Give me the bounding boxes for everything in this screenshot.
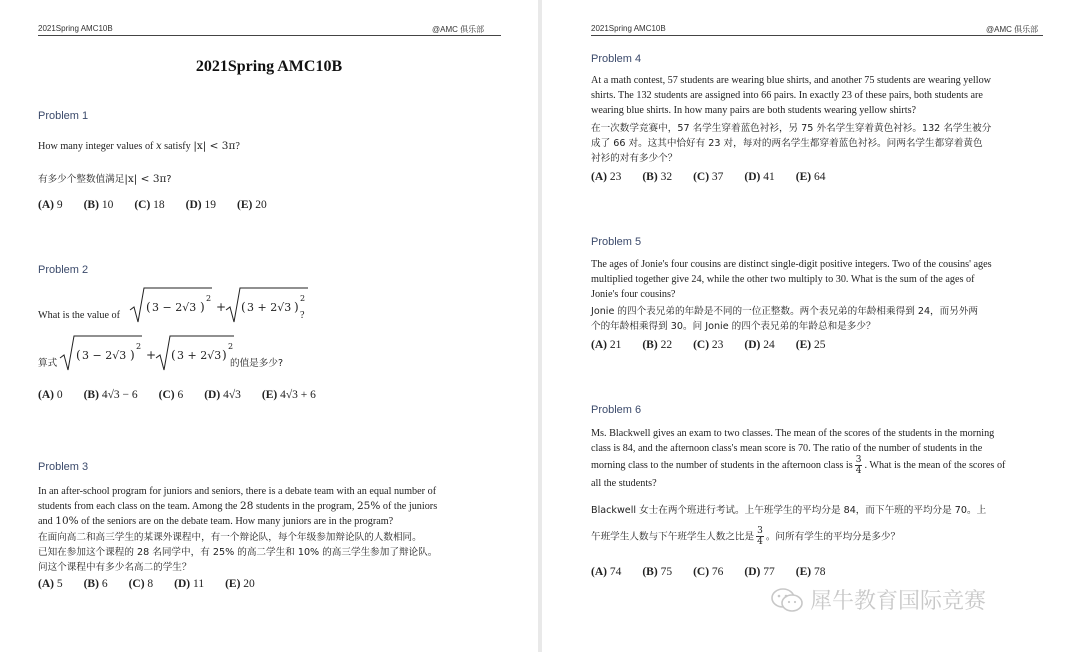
problem-1-english (38, 139, 240, 154)
p2-cn-expr-a: 3 − 2√3 (82, 349, 127, 362)
choice: (A) 23 (591, 171, 622, 183)
watermark (770, 584, 986, 615)
choice: (C) 23 (693, 339, 724, 351)
p3-en-num: 28 (240, 500, 254, 512)
document-title: 2021Spring AMC10B (195, 58, 343, 75)
choice: (B) 10 (83, 199, 114, 211)
choice: (B) 32 (642, 171, 673, 183)
p3-cn-line: 在面向高二和高三学生的某课外课程中，有一个辩论队，每个年级参加辩论队的人数相同。 (38, 532, 422, 543)
problem-4-chinese (591, 121, 1071, 166)
p3-en-text: and (38, 516, 53, 527)
right-page (542, 0, 1080, 652)
p6-cn-line: Blackwell 女士在两个班进行考试。上午班学生的平均分是 84，而下午班的平均分是 70。上 (591, 505, 987, 516)
p1-cn-pre: 有多少个整数值满足 (38, 174, 125, 185)
p3-en-pct: 10% (55, 515, 79, 527)
problem-6-choices (591, 566, 846, 578)
choice: (D) 77 (744, 566, 775, 578)
p4-en-line: At a math contest, 57 students are wearing blue shirts, and another 75 students are wearing yellow (591, 75, 992, 86)
choice: (B) 4√3 − 6 (83, 389, 138, 401)
p1-cn-math: |x| < 3π (124, 173, 167, 185)
p6-en-text: morning class to the number of students in the afternoon class is (591, 459, 853, 471)
p3-en-pct: 25% (356, 500, 381, 512)
svg-text:(: ( (76, 348, 81, 362)
wechat-icon (770, 587, 804, 613)
problem-4-choices (591, 171, 846, 183)
p1-cn-q: ? (166, 174, 172, 185)
problem-4-english (591, 73, 1061, 118)
p1-en-q: ? (235, 141, 240, 152)
p3-en-text: students in the program, (255, 501, 355, 512)
svg-text:): ) (294, 300, 299, 314)
p5-cn-line: Jonie 的四个表兄弟的年龄是不同的一位正整数。两个表兄弟的年龄相乘得到 24，而另外两 (591, 306, 979, 317)
svg-text:): ) (200, 300, 205, 314)
p6-cn-text: 午班学生人数与下午班学生人数之比是 (591, 531, 755, 543)
choice: (D) 41 (744, 171, 775, 183)
problem-6-chinese (591, 503, 1071, 547)
p3-en-line (38, 499, 508, 514)
choice: (A) 9 (38, 199, 63, 211)
choice: (E) 25 (795, 339, 826, 351)
problem-5-chinese (591, 304, 1071, 334)
p6-en-fraction (855, 455, 863, 476)
p4-cn-line: 衬衫的对有多少个？ (591, 153, 678, 164)
fraction-denominator: 4 (757, 537, 763, 547)
choice: (A) 74 (591, 566, 622, 578)
problem-3-chinese (38, 530, 518, 575)
problem-3-title: Problem 3 (38, 461, 89, 473)
header-right: @AMC 俱乐部 (986, 25, 1039, 34)
choice: (A) 5 (38, 578, 63, 590)
choice: (C) 76 (693, 566, 724, 578)
header-left: 2021Spring AMC10B (591, 24, 666, 33)
p3-cn-line: 问这个课程中有多少名高二的学生？ (38, 562, 192, 573)
problem-3-english (38, 484, 508, 529)
p4-en-line: wearing blue shirts. In how many pairs are both students wearing yellow shirts? (591, 105, 917, 116)
svg-text:(: ( (146, 300, 151, 314)
p2-cn-pre: 算式 (38, 358, 58, 369)
choice: (A) 0 (38, 389, 63, 401)
problem-3-choices (38, 578, 276, 590)
p3-en-text: of the juniors (382, 501, 438, 512)
svg-text:+: + (146, 348, 157, 362)
p4-cn-line: 在一次数学竞赛中，57 名学生穿着蓝色衬衫，另 75 外名学生穿着黄色衬衫。132 名学生被分 (591, 123, 992, 134)
choice: (D) 4√3 (204, 389, 241, 401)
problem-2-expression-en (128, 284, 308, 326)
header-rule (38, 35, 501, 36)
p5-en-line: The ages of Jonie's four cousins are distinct single-digit positive integers. Two of the cousins' ages (591, 259, 992, 270)
p6-en-line: class is 84, and the afternoon class's mean score is 70. The ratio of the number of students in the (591, 443, 983, 454)
p2-en-q: ? (300, 310, 305, 321)
p2-en-exp-b: 2 (300, 294, 306, 303)
problem-5-english (591, 257, 1061, 302)
choice: (B) 22 (642, 339, 673, 351)
choice: (A) 21 (591, 339, 622, 351)
problem-2-title: Problem 2 (38, 264, 89, 276)
p2-en-pre: What is the value of (38, 310, 121, 321)
problem-1-choices (38, 199, 288, 211)
svg-text:+: + (216, 300, 227, 314)
p2-cn-exp-a: 2 (136, 342, 142, 351)
p6-en-line (591, 455, 1066, 476)
problem-5-title: Problem 5 (591, 236, 642, 248)
header-right: @AMC 俱乐部 (432, 25, 485, 34)
p1-en-mid: satisfy (164, 141, 191, 152)
p6-cn-fraction (756, 526, 764, 547)
svg-text:(: ( (241, 300, 246, 314)
choice: (C) 8 (128, 578, 154, 590)
svg-text:(: ( (171, 348, 176, 362)
p3-en-text: students from each class on the team. Among the (38, 501, 238, 512)
p2-cn-expr-b: 3 + 2√3 (177, 349, 222, 362)
problem-6-title: Problem 6 (591, 404, 642, 416)
fraction-denominator: 4 (855, 466, 862, 476)
choice: (E) 64 (795, 171, 826, 183)
p1-en-math: |x| < 3π (193, 140, 236, 152)
header-left: 2021Spring AMC10B (38, 24, 113, 33)
svg-text:): ) (222, 348, 227, 362)
choice: (B) 75 (642, 566, 673, 578)
p1-en-pre: How many integer values of (38, 141, 154, 152)
problem-1-title: Problem 1 (38, 110, 89, 122)
p3-en-line (38, 514, 508, 529)
choice: (D) 19 (185, 199, 216, 211)
problem-6-english-top (591, 426, 1061, 456)
p3-cn-line: 已知在参加这个课程的 28 名同学中，有 25% 的高二学生和 10% 的高三学生参加了辩论队。 (38, 547, 438, 558)
watermark-text: 犀牛教育国际竞赛 (810, 589, 987, 614)
p3-en-line: In an after-school program for juniors and seniors, there is a debate team with an equal number of (38, 486, 437, 497)
problem-6-english-bottom (591, 455, 1066, 491)
p6-cn-text: 。问所有学生的平均分是多少？ (765, 531, 901, 543)
p1-en-var: x (155, 141, 162, 152)
p2-cn-post: 的值是多少? (230, 358, 284, 369)
problem-4-title: Problem 4 (591, 53, 642, 65)
p2-en-exp-a: 2 (206, 294, 212, 303)
fraction-numerator: 3 (855, 455, 862, 465)
p5-cn-line: 个的年龄相乘得到 30。问 Jonie 的四个表兄弟的年龄总和是多少？ (591, 321, 876, 332)
choice: (B) 6 (83, 578, 108, 590)
fraction-numerator: 3 (757, 526, 763, 536)
p6-en-line: Ms. Blackwell gives an exam to two classes. The mean of the scores of the students in the morning (591, 428, 995, 439)
p5-en-line: Jonie's four cousins? (591, 289, 676, 300)
p6-en-line: all the students? (591, 478, 657, 489)
p2-en-expr-a: 3 − 2√3 (152, 301, 197, 314)
choice: (E) 20 (225, 578, 255, 590)
p4-en-line: shirts. The 132 students are assigned into 66 pairs. In exactly 23 of these pairs, both students are (591, 90, 983, 101)
choice: (C) 18 (134, 199, 165, 211)
choice: (E) 20 (237, 199, 267, 211)
left-page (0, 0, 538, 652)
p2-en-expr-b: 3 + 2√3 (247, 301, 292, 314)
choice: (E) 78 (795, 566, 826, 578)
problem-1-chinese (38, 172, 172, 187)
p6-cn-line (591, 526, 1071, 547)
problem-2-choices (38, 389, 337, 401)
choice: (C) 6 (158, 389, 184, 401)
p3-en-text: of the seniors are on the debate team. How many juniors are in the program? (81, 516, 394, 527)
problem-2-expression-cn (58, 332, 236, 374)
choice: (D) 24 (744, 339, 775, 351)
p6-en-text: . What is the mean of the scores of (864, 459, 1006, 471)
header-rule (591, 35, 1043, 36)
p4-cn-line: 成了 66 对。这其中恰好有 23 对，每对的两名学生都穿着蓝色衬衫。问两名学生都穿着黄色 (591, 138, 983, 149)
p5-en-line: multiplied together give 24, while the other two multiply to 30. What is the sum of the ages of (591, 274, 975, 285)
choice: (D) 11 (174, 578, 205, 590)
svg-text:): ) (130, 348, 135, 362)
problem-5-choices (591, 339, 846, 351)
choice: (C) 37 (693, 171, 724, 183)
p2-cn-exp-b: 2 (228, 342, 234, 351)
choice: (E) 4√3 + 6 (261, 389, 316, 401)
